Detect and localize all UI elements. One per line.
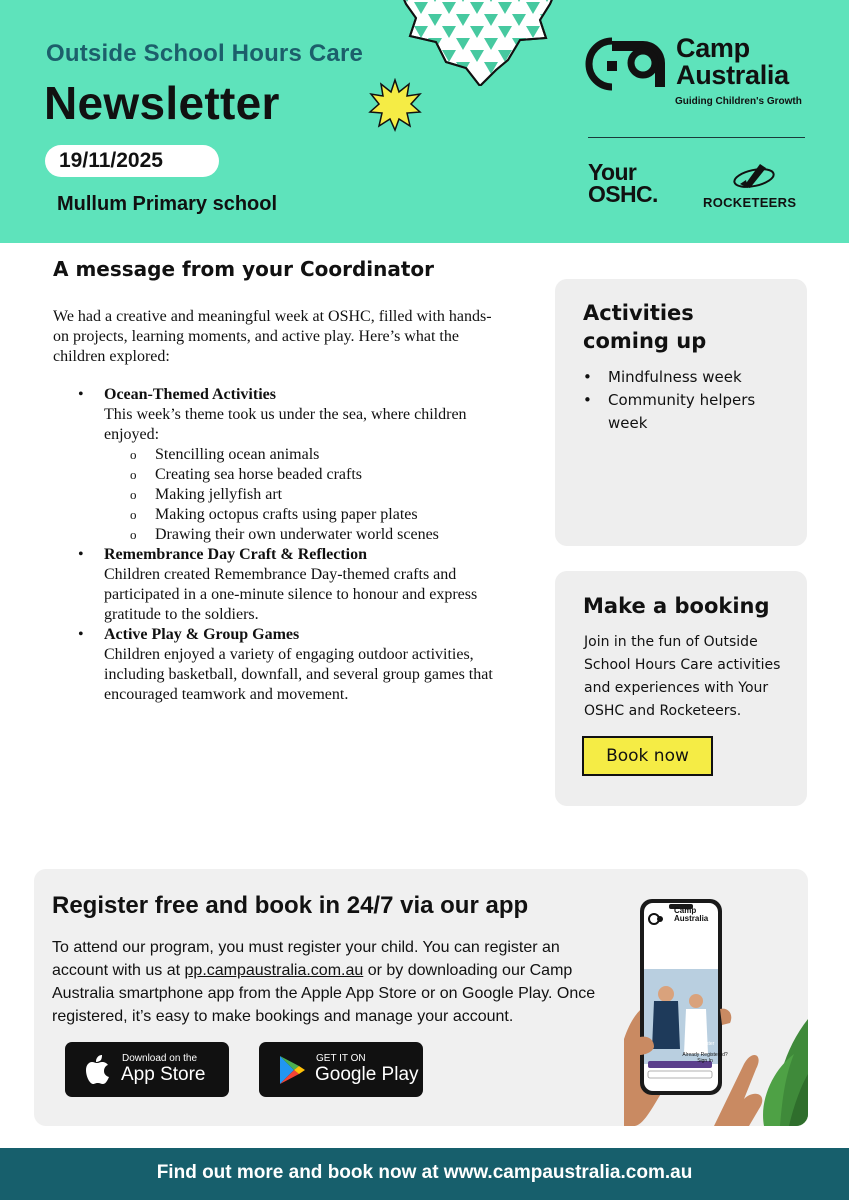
google-play-button[interactable] [259, 1042, 423, 1097]
header-divider [588, 137, 805, 138]
upcoming-title [583, 299, 706, 355]
logo-tagline: Guiding Children's Growth [675, 96, 802, 107]
app-store-button[interactable] [65, 1042, 229, 1097]
header-banner [0, 0, 849, 243]
apple-badge-big-text: App Store [121, 1064, 206, 1085]
app-promo-panel [34, 869, 808, 1126]
upcoming-item-text: Mindfulness week [608, 368, 742, 386]
footer-bar [0, 1148, 849, 1200]
upcoming-title-line-2: coming up [583, 329, 707, 353]
bullet-icon: • [583, 391, 592, 409]
circle-bullet-icon: o [130, 487, 137, 502]
date-badge: 19/11/2025 [45, 145, 219, 177]
list-item [104, 505, 523, 525]
book-now-button[interactable]: Book now [582, 736, 713, 776]
apple-icon [81, 1053, 115, 1087]
upcoming-list [583, 366, 793, 435]
list-item [104, 465, 523, 485]
school-name: Mullum Primary school [57, 193, 278, 215]
logo-text-line-2: Australia [676, 60, 789, 90]
app-promo-title: Register free and book in 24/7 via our app [52, 892, 529, 919]
activity-text: Children created Remembrance Day-themed crafts and participated in a one-minute silence to honour and express gratitude to the soldiers. [104, 566, 478, 623]
upcoming-item-text: Community helpers week [608, 391, 756, 432]
bullet-icon: • [78, 626, 84, 643]
footer-link[interactable]: Find out more and book now at www.campaustralia.com.au [156, 1162, 693, 1183]
activity-text: Children enjoyed a variety of engaging outdoor activities, including basketball, downfall, and several group games that encouraged teamwork and movement. [104, 646, 493, 703]
phone-brand-line-2: Australia [674, 914, 709, 923]
subitem-text: Making octopus crafts using paper plates [155, 506, 418, 523]
app-body-text-end: or by downloading our Camp Australia smartphone app from the Apple App Store or on Google Play. Once registered, it’s easy to make bookings and manage your account. [52, 962, 596, 1025]
circle-bullet-icon: o [130, 447, 137, 462]
subitem-text: Drawing their own underwater world scenes [155, 526, 439, 543]
list-item [104, 485, 523, 505]
bullet-icon: • [583, 368, 592, 386]
booking-text: Join in the fun of Outside School Hours Care activities and experiences with Your OSHC and Rocketeers. [584, 634, 781, 719]
register-link[interactable]: pp.campaustralia.com.au [184, 962, 364, 979]
ocean-subitems [104, 445, 523, 545]
camp-australia-logo [585, 35, 815, 115]
bullet-icon: • [78, 386, 84, 403]
bullet-icon: • [78, 546, 84, 563]
google-play-icon [275, 1053, 309, 1087]
your-oshc-logo [588, 161, 658, 205]
activities-list [53, 385, 523, 705]
google-badge-big-text: Google Play [315, 1064, 419, 1085]
newsletter-subtitle: Outside School Hours Care [46, 40, 364, 67]
phone-brand-line-1: Camp [674, 906, 697, 915]
list-item [104, 445, 523, 465]
rocketeers-logo: ROCKETEERS [703, 195, 797, 210]
rocket-icon [730, 160, 778, 192]
activity-title: Remembrance Day Craft & Reflection [104, 546, 368, 563]
ca-monogram-icon [585, 37, 669, 91]
phone-register-button: Register [695, 1041, 715, 1047]
activity-title: Ocean-Themed Activities [104, 386, 276, 403]
subitem-text: Creating sea horse beaded crafts [155, 466, 363, 483]
circle-bullet-icon: o [130, 527, 137, 542]
circle-bullet-icon: o [130, 467, 137, 482]
circle-bullet-icon: o [130, 507, 137, 522]
booking-title: Make a booking [583, 594, 770, 618]
list-item [583, 389, 793, 435]
list-item [53, 545, 523, 625]
activity-title: Active Play & Group Games [104, 626, 300, 643]
newsletter-title: Newsletter [44, 77, 280, 129]
your-oshc-line-1: Your [588, 159, 637, 185]
phone-app-brand [674, 907, 708, 923]
subitem-text: Making jellyfish art [155, 486, 283, 503]
phone-signin-link: Already Registered? Sign In [682, 1052, 728, 1064]
subitem-text: Stencilling ocean animals [155, 446, 320, 463]
list-item [104, 525, 523, 545]
triangle-star-decoration-icon [400, 0, 556, 86]
upcoming-title-line-1: Activities [583, 301, 694, 325]
logo-text-line-1: Camp [676, 33, 750, 63]
apple-badge-small-text: Download on the [122, 1053, 198, 1064]
camp-australia-name [676, 35, 789, 89]
list-item [53, 625, 523, 705]
activity-text: This week’s theme took us under the sea, where children enjoyed: [104, 406, 467, 443]
sunburst-decoration-icon [368, 78, 422, 132]
google-badge-small-text: GET IT ON [316, 1053, 366, 1064]
phone-in-hand-illustration [624, 889, 808, 1126]
coordinator-heading: A message from your Coordinator [53, 257, 435, 281]
list-item [583, 366, 793, 389]
your-oshc-line-2: OSHC. [588, 181, 658, 207]
booking-card [555, 571, 807, 806]
coordinator-intro: We had a creative and meaningful week at OSHC, filled with hands-on projects, learning moments, and active play. Here’s what the children explored: [53, 308, 492, 365]
app-promo-body [52, 936, 614, 1028]
upcoming-activities-card [555, 279, 807, 546]
app-body-text-start: To attend our program, you must register your child. You can register an account with us at [52, 939, 560, 979]
list-item [53, 385, 523, 545]
